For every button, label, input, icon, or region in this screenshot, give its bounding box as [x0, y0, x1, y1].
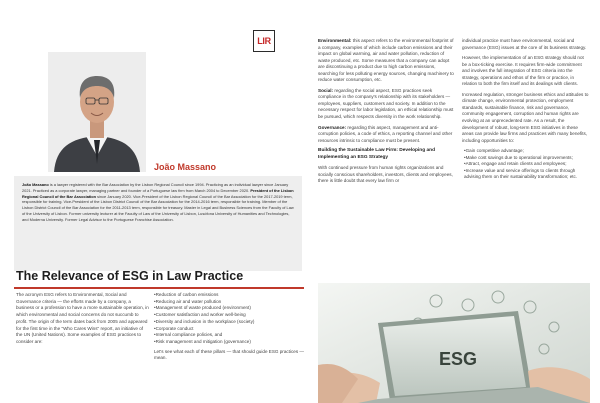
esg-practices-list [154, 292, 304, 346]
list-item: • Corporate conduct [154, 326, 304, 333]
bio-lead-name: João Massano [22, 182, 49, 187]
esg-laptop-illustration [318, 283, 590, 403]
governance-label: Governance: [318, 124, 347, 130]
logo-text: LIR [257, 36, 271, 46]
section-subheading: Building the Sustainable Law Firm: Developing and Implementing an ESG Strategy [318, 148, 436, 160]
law-firm-paragraph: With continued pressure from human rights organizations and socially conscious shareholders, investors, clients and employees, there is little doubt that every law firm or [318, 165, 453, 184]
esg-label: ESG [438, 349, 478, 369]
paragraph: individual practice must have environmental, social and governance (ESG) issues at the core of its business strategy. [462, 38, 587, 50]
author-bio [14, 176, 302, 271]
social-text: regarding the social aspect, ESG practices seek compliance in the company's relationship with its stakeholders — employees, suppliers, customers and society. In addition to the necessary respect for labor legislation, an ethical relationship must be pursued, which respects diversity in the work relationship. [318, 87, 454, 120]
article-intro: The acronym ESG refers to Environmental, Social and Governance criteria — the efforts made by a company, a business or a profession to have a more sustainable operation, in which environmental and social concerns do not succumb to profit. The origin of the term dates back from 2005 and appeared for the first time in the "Who Cares Wins" report, an initiative of the UN (United Nations). Some examples of ESG practices to consider are: [16, 292, 149, 344]
list-item: • Gain competitive advantage; [464, 148, 590, 155]
pillars-outro: Let's see what each of these pillars — that should guide ESG practices — mean. [154, 348, 304, 361]
bio-text-1: is a lawyer registered with the Bar Association by the Lisbon Regional Council since 1994. Practicing as an individual lawyer since January 2021. Practiced as a corporate lawyer, managing partner and founder of a Portuguese law firm from March 2004 to December 2020. [22, 182, 289, 193]
author-name: João Massano [154, 162, 217, 172]
article-column-2 [318, 38, 454, 189]
publication-logo [253, 30, 275, 52]
esg-illustration-image [318, 283, 590, 403]
bio-text-bold: President of the Lisbon Regional Council of the Bar Association [22, 187, 294, 199]
paragraph: However, the implementation of an ESG strategy should not be a box-ticking exercise. It requires firm-wide commitment and involves the full integration of ESG criteria into the strategy, operations and ethos of the firm or practice, in relation to both the firm itself and its dealings with clients. [462, 55, 584, 87]
paragraph: Increased regulation, stronger business ethics and attitudes to climate change, environmental protection, employment standards, sustainable finance, risk and governance, community engagement, corruption and human rights are evolving at an unprecedented rate. As a result, the development of robust, long-term ESG initiatives in these areas can provide law firms and practices with many benefits, including opportunities to: [462, 91, 589, 143]
article-column-3 [462, 38, 590, 181]
social-paragraph [318, 88, 454, 121]
list-item: • Customer satisfaction and worker well-being [154, 312, 304, 319]
environmental-paragraph [318, 38, 454, 84]
author-photo [48, 52, 146, 172]
environmental-label: Environmental: [318, 38, 352, 43]
list-item: • Attract, engage and retain clients and employees; [464, 161, 590, 168]
benefits-list [464, 148, 590, 181]
author-portrait-image [48, 52, 146, 172]
list-item: • Risk management and mitigation (governance) [154, 339, 304, 346]
list-item: • Management of waste produced (environment) [154, 305, 304, 312]
list-item: • Increase value and service offerings to clients through advising them on their sustainability transformation; etc. [464, 168, 590, 181]
list-item: • Make cost savings due to operational improvements; [464, 155, 590, 162]
list-item: • Diversity and inclusion in the workplace (society) [154, 319, 304, 326]
list-item: • Internal compliance policies, and [154, 332, 304, 339]
governance-text: regarding this aspect, management and anti-corruption policies, a code of ethics, a reporting channel and other resources intrinsic to compliance must be present. [318, 124, 453, 143]
governance-paragraph [318, 125, 454, 145]
title-divider [14, 287, 304, 289]
list-item: • Reduction of carbon emissions [154, 292, 304, 299]
esg-practices-column [154, 292, 304, 362]
environmental-text: this aspect refers to the environmental footprint of a company, examples of which include carbon emissions and their impact on global warming, air and water pollution, reduction of waste produced, etc. Some measures that a company can adopt are discontinuing a product due to high carbon emissions, searching for less polluting energy sources, changing machinery to reduce water consumption, etc. [318, 38, 454, 83]
article-title: The Relevance of ESG in Law Practice [16, 269, 244, 283]
bio-text-2: since January 2020. Vice-President of the Lisbon Regional Council of the Bar Association for the 2017-2019 term, responsible for training. Vice-President of the Lisbon District Council of the Bar Association for the 2014-2016 term, responsible for training. Member of the Lisbon District Council of the Bar Association for the 2011-2013 term, responsible for treasury. Master in Legal and Business Sciences from the Faculty of Law of the University of Lisbon. Former university lecturer at the Faculty of Law of the University of Lisbon, Lusófona University of Humanities and Technologies, and Moderna University. Former Legal Advisor to the Portuguese Franchise Association. [22, 193, 294, 222]
list-item: • Reducing air and water pollution [154, 299, 304, 306]
social-label: Social: [318, 87, 334, 93]
